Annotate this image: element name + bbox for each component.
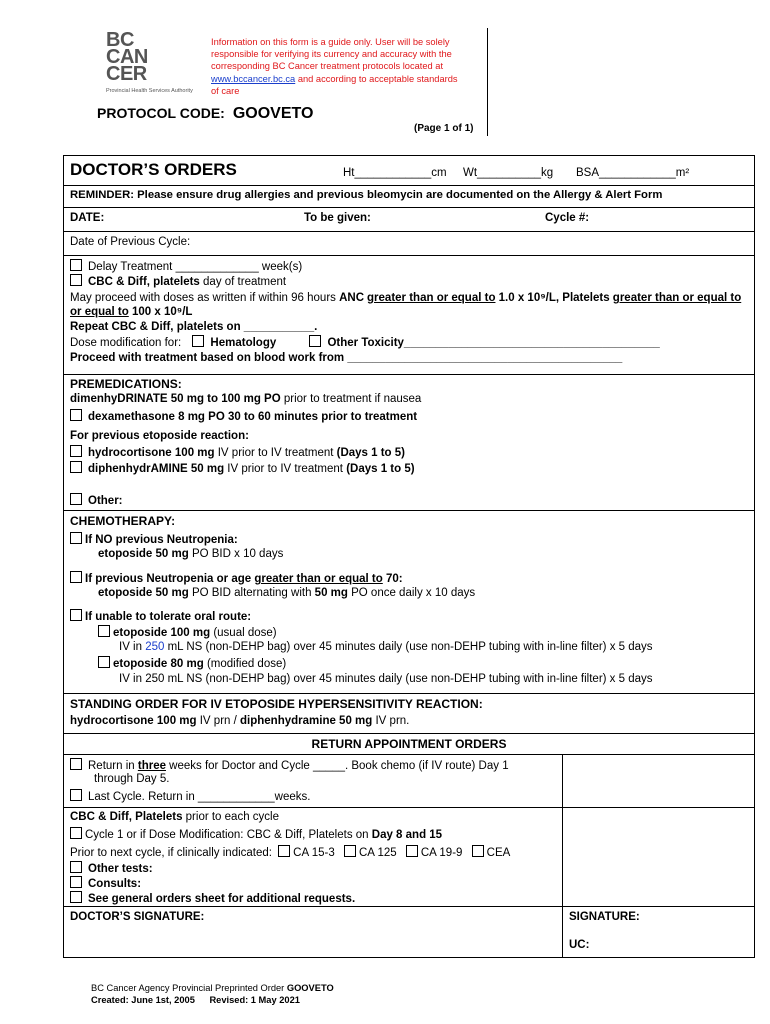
last-cycle-checkbox[interactable]: [70, 789, 82, 801]
return-row: [64, 754, 754, 808]
hydrocortisone-bold: hydrocortisone 100 mg: [88, 447, 215, 459]
unable-oral-item[interactable]: [70, 609, 251, 623]
signature-divider: [562, 906, 563, 957]
ca153-checkbox[interactable]: [278, 845, 290, 857]
repeat-cbc: Repeat CBC & Diff, platelets on ___________.: [70, 321, 318, 333]
page-number: (Page 1 of 1): [414, 123, 474, 134]
previous-neutropenia-a: If previous Neutropenia or age: [85, 573, 255, 585]
diphenhydramine-days: (Days 1 to 5): [346, 463, 415, 475]
cbc-day-rest: day of treatment: [199, 276, 287, 288]
premed-other-checkbox[interactable]: [70, 493, 82, 505]
consults-item[interactable]: [70, 876, 141, 890]
delay-treatment-label: Delay Treatment _____________ week(s): [88, 261, 303, 273]
premedications-row: [64, 374, 754, 511]
no-neutropenia-dose-bold: etoposide 50 mg: [98, 548, 189, 560]
disclaimer-text: Information on this form is a guide only. User will be solely responsible for verifying its currency and accuracy with the corresponding BC Cancer treatment protocols located at: [211, 37, 452, 72]
tests-row: [64, 807, 754, 907]
form-title: DOCTOR’S ORDERS: [70, 160, 237, 179]
ca199-checkbox[interactable]: [406, 845, 418, 857]
diphenhydramine-item[interactable]: [70, 461, 415, 475]
signature-row: [64, 906, 754, 957]
premed-other-label: Other:: [88, 495, 123, 507]
return-b: weeks for Doctor and Cycle _____. Book chemo (if IV route) Day 1: [165, 760, 509, 772]
dexamethasone-checkbox[interactable]: [70, 409, 82, 421]
premed-other-item[interactable]: [70, 493, 123, 507]
proceed-blood-work[interactable]: Proceed with treatment based on blood work from ___________________________________________: [70, 352, 623, 364]
chemotherapy-row: [64, 510, 754, 694]
disclaimer-tail: and according to acceptable standards of care: [211, 73, 458, 96]
return-three-weeks-item[interactable]: [70, 758, 509, 772]
may-proceed-line-1: [70, 292, 741, 304]
standing-r2: IV prn.: [372, 715, 410, 727]
diphenhydramine-bold: diphenhydrAMINE 50 mg: [88, 463, 225, 475]
hydrocortisone-checkbox[interactable]: [70, 445, 82, 457]
no-neutropenia-label: If NO previous Neutropenia:: [85, 534, 238, 546]
other-tests-label: Other tests:: [88, 863, 153, 875]
iv-250-line: [119, 641, 653, 653]
footer-code: GOOVETO: [286, 983, 334, 993]
cbc-prior-rest: prior to each cycle: [182, 811, 279, 823]
uc-field[interactable]: UC:: [569, 939, 590, 951]
dimenhydrinate-bold: dimenhyDRINATE 50 mg to 100 mg PO: [70, 393, 281, 405]
last-cycle-item[interactable]: [70, 789, 310, 803]
other-toxicity-label: Other Toxicity________________________________________: [327, 337, 660, 349]
doctor-signature-field[interactable]: DOCTOR’S SIGNATURE:: [70, 911, 205, 923]
other-tests-checkbox[interactable]: [70, 861, 82, 873]
consults-label: Consults:: [88, 878, 142, 890]
previous-neutropenia-checkbox[interactable]: [70, 571, 82, 583]
anc-label: ANC: [339, 292, 365, 304]
footer-created: Created: June 1st, 2005: [91, 995, 195, 1005]
return-divider: [562, 754, 563, 807]
reminder-row: [64, 185, 754, 208]
tests-divider: [562, 807, 563, 906]
standing-r1: IV prn /: [196, 715, 241, 727]
no-neutropenia-dose-rest: PO BID x 10 days: [188, 548, 284, 560]
etoposide-80-rest: (modified dose): [203, 658, 287, 670]
logo-line-3: CER: [106, 63, 147, 85]
disclaimer: [211, 36, 461, 97]
prior-next-cycle-label: Prior to next cycle, if clinically indicated:: [70, 847, 272, 859]
standing-order-row: [64, 693, 754, 734]
cycle-1-a: Cycle 1 or if Dose Modification: CBC & Diff, Platelets on: [85, 829, 372, 841]
footer-revised: Revised: 1 May 2021: [209, 995, 300, 1005]
date-row: [64, 207, 754, 232]
weight-field[interactable]: Wt__________kg: [463, 167, 554, 179]
doctors-orders-form: [63, 155, 755, 958]
cbc-prior-bold: CBC & Diff, Platelets: [70, 811, 183, 823]
cycle-field[interactable]: Cycle #:: [545, 212, 590, 224]
cbc-day-item[interactable]: [70, 274, 286, 288]
may-proceed-text: May proceed with doses as written if within 96 hours: [70, 292, 340, 304]
return-three: three: [137, 760, 166, 772]
return-a: Return in: [88, 760, 138, 772]
footer-org: BC Cancer Agency Provincial Preprinted Order: [91, 983, 287, 993]
reminder-text: REMINDER: Please ensure drug allergies and previous bleomycin are documented on the Allergy & Alert Form: [70, 189, 663, 201]
hydrocortisone-rest: IV prior to IV treatment: [214, 447, 337, 459]
ca199-label: CA 19-9: [420, 847, 463, 859]
previous-neutropenia-gte: greater than or equal to: [254, 573, 383, 585]
other-toxicity-checkbox[interactable]: [309, 335, 321, 347]
see-general-orders-checkbox[interactable]: [70, 891, 82, 903]
header-divider: [487, 28, 488, 136]
protocol-label: PROTOCOL CODE:: [97, 105, 225, 121]
bsa-field[interactable]: BSA____________m²: [576, 167, 690, 179]
logo-line-1: BC: [106, 29, 134, 51]
iv-250-b: mL NS (non-DEHP bag) over 45 minutes daily (use non-DEHP tubing with in-line filter) x 5 days: [164, 641, 653, 653]
last-cycle-label: Last Cycle. Return in ____________weeks.: [88, 791, 311, 803]
etoposide-80-item[interactable]: [98, 656, 286, 670]
logo-line-2: CAN: [106, 46, 148, 68]
iv-250-volume: 250: [145, 641, 165, 653]
previous-cycle-field[interactable]: Date of Previous Cycle:: [70, 236, 191, 248]
consults-checkbox[interactable]: [70, 876, 82, 888]
delay-treatment-checkbox[interactable]: [70, 259, 82, 271]
platelets-value: 100 x 10⁹/L: [128, 306, 193, 318]
cycle-1-checkbox[interactable]: [70, 827, 82, 839]
standing-b1: hydrocortisone 100 mg: [70, 715, 197, 727]
cea-checkbox[interactable]: [472, 845, 484, 857]
dose-modification-label: Dose modification for:: [70, 337, 182, 349]
date-field[interactable]: DATE:: [70, 212, 105, 224]
previous-reaction-heading: For previous etoposide reaction:: [70, 430, 249, 442]
footer-line-1: [91, 983, 334, 993]
hematology-label: Hematology: [210, 337, 277, 349]
etoposide-100-checkbox[interactable]: [98, 625, 110, 637]
height-field[interactable]: Ht____________cm: [343, 167, 447, 179]
platelets-gte-continued: or equal to: [70, 306, 129, 318]
diphenhydramine-rest: IV prior to IV treatment: [224, 463, 347, 475]
previous-cycle-row: [64, 231, 754, 256]
footer-line-2: [91, 995, 300, 1005]
cbc-day-bold: CBC & Diff, platelets: [88, 276, 200, 288]
return-title-row: [64, 733, 754, 755]
cbc-day-checkbox[interactable]: [70, 274, 82, 286]
return-three-weeks-checkbox[interactable]: [70, 758, 82, 770]
cycle-1-days: Day 8 and 15: [371, 829, 443, 841]
iv-250-a: IV in: [119, 641, 146, 653]
standing-order-line: [70, 715, 409, 727]
bc-cancer-logo: [106, 29, 148, 85]
previous-neutropenia-dose: [98, 587, 475, 599]
premedications-title: PREMEDICATIONS:: [70, 377, 182, 391]
hydrocortisone-days: (Days 1 to 5): [336, 447, 406, 459]
etoposide-100-bold: etoposide 100 mg: [113, 627, 211, 639]
prev-dose-rest: PO BID alternating with: [188, 587, 315, 599]
etoposide-100-item[interactable]: [98, 625, 277, 639]
etoposide-100-rest: (usual dose): [210, 627, 277, 639]
protocol-heading: [97, 105, 313, 123]
dexamethasone-item[interactable]: [70, 409, 417, 423]
other-tests-item[interactable]: [70, 861, 153, 875]
unable-oral-label: If unable to tolerate oral route:: [85, 611, 252, 623]
dexamethasone-label: dexamethasone 8 mg PO 30 to 60 minutes prior to treatment: [88, 411, 418, 423]
iv-250-line-2: IV in 250 mL NS (non-DEHP bag) over 45 minutes daily (use non-DEHP tubing with in-line filter) x 5 days: [119, 673, 653, 685]
platelets-gte: greater than or equal to: [612, 292, 742, 304]
etoposide-80-checkbox[interactable]: [98, 656, 110, 668]
prev-dose-bold-2: 50 mg: [314, 587, 348, 599]
signature-field[interactable]: SIGNATURE:: [569, 911, 640, 923]
treatment-conditions-row: [64, 255, 754, 375]
hematology-checkbox[interactable]: [192, 335, 204, 347]
prev-dose-bold: etoposide 50 mg: [98, 587, 189, 599]
no-neutropenia-checkbox[interactable]: [70, 532, 82, 544]
dimenhydrinate-rest: prior to treatment if nausea: [280, 393, 422, 405]
previous-neutropenia-item[interactable]: [70, 571, 403, 585]
cycle-1-item[interactable]: [70, 827, 442, 841]
no-neutropenia-dose: [98, 548, 283, 560]
return-through-day-5: through Day 5.: [94, 773, 170, 785]
see-general-orders-label: See general orders sheet for additional requests.: [88, 893, 356, 905]
anc-gte: greater than or equal to: [367, 292, 496, 304]
cea-label: CEA: [486, 847, 511, 859]
prev-dose-rest-2: PO once daily x 10 days: [347, 587, 476, 599]
ca153-label: CA 15-3: [293, 847, 335, 859]
unable-oral-checkbox[interactable]: [70, 609, 82, 621]
tumor-markers-line: [70, 845, 510, 859]
cbc-prior-line: [70, 811, 279, 823]
previous-neutropenia-b: 70:: [382, 573, 403, 585]
see-general-orders-item[interactable]: [70, 891, 355, 905]
etoposide-80-bold: etoposide 80 mg: [113, 658, 204, 670]
return-appointment-title: RETURN APPOINTMENT ORDERS: [311, 737, 507, 751]
ca125-checkbox[interactable]: [344, 845, 356, 857]
title-row: [64, 156, 754, 186]
to-be-given-field[interactable]: To be given:: [304, 212, 371, 224]
standing-order-title: STANDING ORDER FOR IV ETOPOSIDE HYPERSENSITIVITY REACTION:: [70, 697, 483, 711]
logo-subtitle: Provincial Health Services Authority: [106, 88, 193, 94]
anc-value: 1.0 x 10⁹/L, Platelets: [495, 292, 613, 304]
protocol-code: GOOVETO: [232, 105, 314, 122]
dose-modification-line: [70, 335, 660, 349]
ca125-label: CA 125: [358, 847, 397, 859]
standing-b2: diphenhydramine 50 mg: [240, 715, 373, 727]
bccancer-link[interactable]: www.bccancer.bc.ca: [211, 73, 296, 84]
hydrocortisone-item[interactable]: [70, 445, 405, 459]
chemotherapy-title: CHEMOTHERAPY:: [70, 514, 176, 528]
dimenhydrinate-line: [70, 393, 421, 405]
no-neutropenia-item[interactable]: [70, 532, 238, 546]
may-proceed-line-2: [70, 306, 192, 318]
delay-treatment-item[interactable]: [70, 259, 302, 273]
diphenhydramine-checkbox[interactable]: [70, 461, 82, 473]
